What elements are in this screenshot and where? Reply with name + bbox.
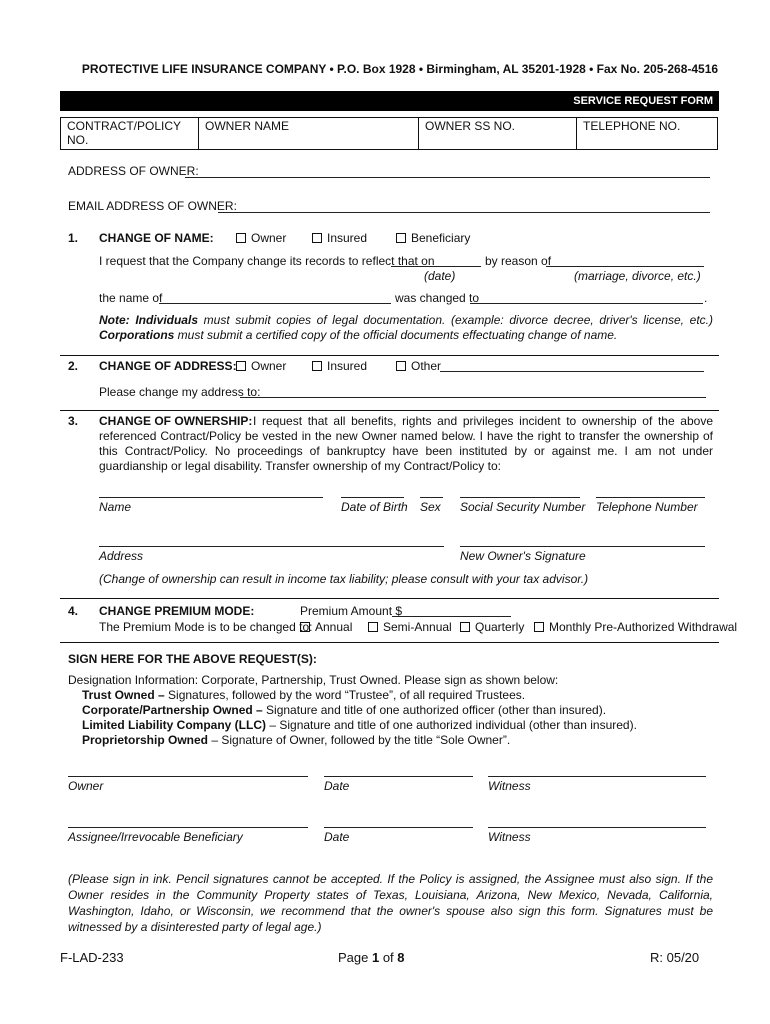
trust-owned-text: Signatures, followed by the word “Trustee”, of all required Trustees. [164, 688, 526, 702]
reason-caption: (marriage, divorce, etc.) [574, 269, 701, 283]
corp-owned-label: Corporate/Partnership Owned – [82, 703, 263, 717]
email-label: EMAIL ADDRESS OF OWNER: [68, 199, 237, 213]
new-owner-address-field[interactable] [99, 546, 444, 547]
address-label: ADDRESS OF OWNER: [68, 164, 199, 178]
page-indicator [338, 950, 405, 965]
owner-name-cell[interactable] [198, 117, 418, 150]
sex-field[interactable] [420, 497, 443, 498]
date2-caption: Date [324, 830, 350, 844]
assignee-date-field[interactable] [324, 827, 473, 828]
checkbox[interactable] [396, 361, 406, 371]
witness1-field[interactable] [488, 776, 706, 777]
premium-amount-field[interactable] [392, 616, 511, 617]
new-owner-phone-field[interactable] [596, 497, 705, 498]
old-name-field[interactable] [159, 303, 391, 304]
note-text-2: must submit a certified copy of the official documents effectuating change of name. [174, 328, 618, 342]
sec1-insured-option[interactable] [312, 231, 367, 246]
page-prefix: Page [338, 950, 372, 965]
witness1-caption: Witness [488, 779, 531, 793]
witness2-caption: Witness [488, 830, 531, 844]
dob-caption: Date of Birth [341, 500, 408, 514]
option-label: Insured [327, 231, 368, 245]
owner-date-field[interactable] [324, 776, 473, 777]
change-reason-field[interactable] [546, 266, 704, 267]
proprietorship-label: Proprietorship Owned [82, 733, 209, 747]
sec1-beneficiary-option[interactable] [396, 231, 470, 246]
sec2-insured-option[interactable] [312, 359, 367, 374]
owner-ss-label: OWNER SS NO. [425, 119, 516, 133]
divider [60, 410, 719, 411]
option-label: Monthly Pre-Authorized Withdrawal [549, 620, 738, 634]
page-total: 8 [397, 950, 405, 965]
sign-heading: SIGN HERE FOR THE ABOVE REQUEST(S): [68, 652, 317, 666]
sex-caption: Sex [420, 500, 441, 514]
trust-owned-label: Trust Owned – [82, 688, 165, 702]
option-label: Quarterly [475, 620, 525, 634]
name-caption: Name [99, 500, 132, 514]
date-caption: (date) [424, 269, 456, 283]
page-of: of [379, 950, 398, 965]
option-label: Insured [327, 359, 368, 373]
checkbox[interactable] [460, 622, 470, 632]
option-label: Semi-Annual [383, 620, 452, 634]
sec2-title: CHANGE OF ADDRESS: [99, 359, 237, 373]
corp-owned-text: Signature and title of one authorized officer (other than insured). [262, 703, 607, 717]
checkbox[interactable] [312, 233, 322, 243]
ssn-field[interactable] [460, 497, 580, 498]
sec4-title: CHANGE PREMIUM MODE: [99, 604, 255, 618]
mode-monthly-option[interactable] [534, 620, 737, 635]
divider [60, 642, 719, 643]
premium-amount-label: Premium Amount $ [300, 604, 403, 618]
revision: R: 05/20 [650, 950, 700, 965]
checkbox[interactable] [312, 361, 322, 371]
sec1-title: CHANGE OF NAME: [99, 231, 214, 245]
sec1-reason-label: by reason of [485, 254, 552, 268]
sec3-title: CHANGE OF OWNERSHIP: [99, 414, 253, 428]
title-bar [60, 91, 719, 111]
sec2-owner-option[interactable] [236, 359, 286, 374]
signature-caption: New Owner's Signature [460, 549, 586, 563]
sec2-number: 2. [68, 359, 79, 373]
phone-caption: Telephone Number [596, 500, 698, 514]
llc-label: Limited Liability Company (LLC) [82, 718, 267, 732]
llc-text: – Signature and title of one authorized individual (other than insured). [266, 718, 637, 732]
option-label: Beneficiary [411, 231, 471, 245]
email-field[interactable] [218, 212, 710, 213]
form-title: SERVICE REQUEST FORM [573, 95, 713, 107]
sec1-name-of-label: the name of [99, 291, 163, 305]
note-text: must submit copies of legal documentation. (example: divorce decree, driver's license, etc.) [198, 313, 713, 327]
assignee-caption: Assignee/Irrevocable Beneficiary [68, 830, 243, 844]
telephone-cell[interactable] [576, 117, 716, 150]
llc-line [82, 718, 637, 733]
note-label: Note: Individuals [99, 313, 198, 327]
new-name-field[interactable] [470, 303, 703, 304]
owner-name-label: OWNER NAME [205, 119, 289, 133]
company-header: PROTECTIVE LIFE INSURANCE COMPANY • P.O. Box 1928 • Birmingham, AL 35201-1928 • Fax No. 205-268-4516 [81, 62, 719, 76]
divider [60, 355, 719, 356]
proprietorship-line [82, 733, 510, 748]
sec4-number: 4. [68, 604, 79, 618]
option-label: Annual [315, 620, 353, 634]
owner-signature-field[interactable] [68, 776, 308, 777]
ssn-caption: Social Security Number [460, 500, 586, 514]
sec3-text: I request that all benefits, rights and privileges incident to ownership of the above referenced Contract/Policy be vested in the new Owner named below. I have the right to transfer the ownership of this Contract/Policy. No proceedings of bankruptcy have been instituted by or against me. I am not under guardianship or legal disability. Transfer ownership of my Contract/Policy to: [99, 414, 713, 473]
trust-owned-line [82, 688, 525, 703]
sec1-owner-option[interactable] [236, 231, 286, 246]
contract-policy-cell[interactable] [61, 117, 197, 150]
address-caption: Address [99, 549, 144, 563]
other-field[interactable] [440, 371, 704, 372]
owner-caption: Owner [68, 779, 104, 793]
new-address-field[interactable] [240, 397, 706, 398]
corp-owned-line [82, 703, 606, 718]
new-owner-signature-field[interactable] [460, 546, 705, 547]
checkbox[interactable] [534, 622, 544, 632]
contract-policy-label: CONTRACT/POLICY NO. [67, 119, 181, 147]
premium-mode-label: The Premium Mode is to be changed to: [99, 620, 313, 634]
dob-field[interactable] [341, 497, 404, 498]
page-number: 1 [371, 950, 380, 965]
tax-warning: (Change of ownership can result in income tax liability; please consult with your tax advisor.) [99, 572, 589, 586]
signature-footnote: (Please sign in ink. Pencil signatures cannot be accepted. If the Policy is assigned, the Assignee must also sign. If the Owner resides in the Community Property states of Texas, Louisiana, Arizona, New Mexico, Nevada, California, Washington, Idaho, or Wisconsin, we recommend that the owner's spouse also sign this form. Signatures must be witnessed by a disinterested party of legal age.) [68, 872, 713, 934]
date1-caption: Date [324, 779, 350, 793]
period: . [704, 291, 708, 305]
mode-semiannual-option[interactable] [368, 620, 452, 635]
address-field[interactable] [185, 177, 710, 178]
option-label: Owner [251, 231, 287, 245]
option-label: Owner [251, 359, 287, 373]
designation-info: Designation Information: Corporate, Partnership, Trust Owned. Please sign as shown below: [68, 673, 559, 687]
owner-ss-cell[interactable] [418, 117, 575, 150]
checkbox[interactable] [300, 622, 310, 632]
change-date-field[interactable] [391, 266, 481, 267]
assignee-signature-field[interactable] [68, 827, 308, 828]
witness2-field[interactable] [488, 827, 706, 828]
sec1-changed-to-label: was changed to [395, 291, 480, 305]
checkbox[interactable] [236, 361, 246, 371]
note-corporations: Corporations [99, 328, 175, 342]
mode-quarterly-option[interactable] [460, 620, 524, 635]
proprietorship-text: – Signature of Owner, followed by the title “Sole Owner”. [208, 733, 511, 747]
checkbox[interactable] [396, 233, 406, 243]
sec1-note [99, 313, 713, 343]
form-id: F-LAD-233 [60, 950, 124, 965]
sec2-address-label: Please change my address to: [99, 385, 261, 399]
telephone-label: TELEPHONE NO. [583, 119, 681, 133]
sec3-number: 3. [68, 414, 79, 428]
checkbox[interactable] [236, 233, 246, 243]
mode-annual-option[interactable] [300, 620, 352, 635]
divider [60, 598, 719, 599]
sec1-line1-text: I request that the Company change its records to reflect that on [99, 254, 435, 268]
sec2-other-option[interactable] [396, 359, 441, 374]
sec1-number: 1. [68, 231, 79, 245]
new-owner-name-field[interactable] [99, 497, 323, 498]
option-label: Other [411, 359, 442, 373]
checkbox[interactable] [368, 622, 378, 632]
